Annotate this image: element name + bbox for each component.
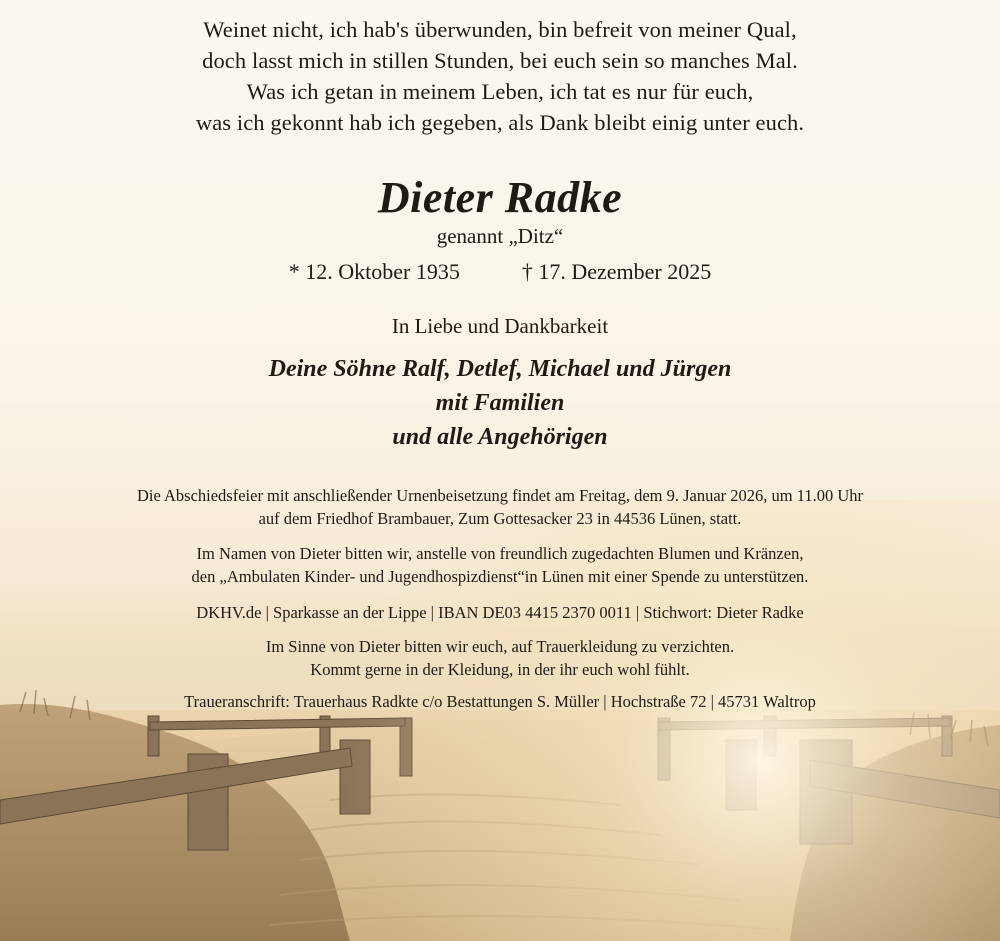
funeral-line: auf dem Friedhof Brambauer, Zum Gottesacker 23 in 44536 Lünen, statt. [258, 509, 742, 528]
deceased-nickname: genannt „Ditz“ [436, 224, 564, 248]
mourning-address: Traueranschrift: Trauerhaus Radkte c/o Bestattungen S. Müller | Hochstraße 72 | 45731 Waltrop [184, 692, 816, 711]
mourners-list [0, 352, 1000, 454]
mourners-line: Deine Söhne Ralf, Detlef, Michael und Jürgen [268, 356, 732, 382]
birth-date: * 12. Oktober 1935 [288, 259, 460, 284]
mourners-line: und alle Angehörigen [392, 424, 608, 450]
poem-line: Weinet nicht, ich hab's überwunden, bin befreit von meiner Qual, [203, 17, 797, 42]
bank-details: DKHV.de | Sparkasse an der Lippe | IBAN DE03 4415 2370 0011 | Stichwort: Dieter Radke [196, 603, 804, 622]
funeral-line: Die Abschiedsfeier mit anschließender Urnenbeisetzung findet am Freitag, dem 9. Januar 2026, um 11.00 Uhr [136, 486, 864, 505]
attire-line: Kommt gerne in der Kleidung, in der ihr euch wohl fühlt. [310, 660, 690, 679]
poem-line: doch lasst mich in stillen Stunden, bei euch sein so manches Mal. [202, 48, 798, 73]
donation-line: den „Ambulaten Kinder- und Jugendhospizdienst“in Lünen mit einer Spende zu unterstützen. [191, 567, 809, 586]
death-date: † 17. Dezember 2025 [521, 259, 712, 284]
attire-note [0, 635, 1000, 681]
donation-line: Im Namen von Dieter bitten wir, anstelle von freundlich zugedachten Blumen und Kränzen, [196, 544, 804, 563]
life-dates [0, 259, 1000, 285]
deceased-name: Dieter Radke [377, 173, 623, 222]
poem-line: was ich gekonnt hab ich gegeben, als Dank bleibt einig unter euch. [195, 110, 805, 135]
donation-request [0, 542, 1000, 588]
poem-line: Was ich getan in meinem Leben, ich tat es nur für euch, [246, 79, 754, 104]
mourners-line: mit Familien [435, 390, 565, 416]
funeral-details [0, 484, 1000, 530]
dedication-line: In Liebe und Dankbarkeit [391, 314, 609, 338]
memorial-poem [0, 14, 1000, 138]
attire-line: Im Sinne von Dieter bitten wir euch, auf Trauerkleidung zu verzichten. [265, 637, 735, 656]
